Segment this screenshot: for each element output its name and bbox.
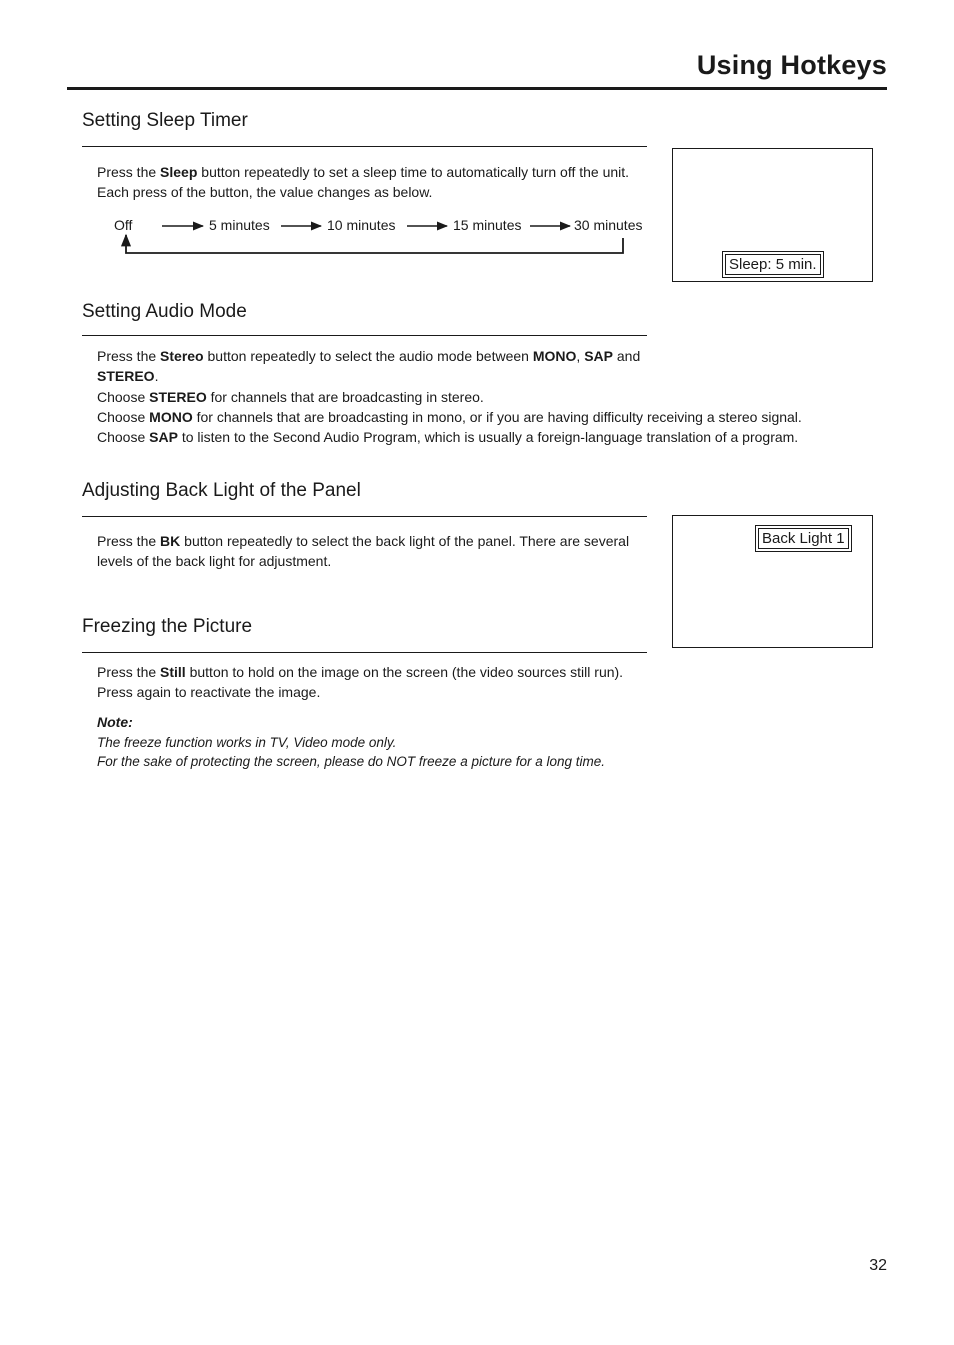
audio-line-1: Press the Stereo button repeatedly to select the audio mode between MONO, SAP and STEREO. [97,348,641,384]
note-title: Note: [97,714,133,730]
freeze-description: Press the Still button to hold on the image on the screen (the video sources still run). Press again to reactivate the image. [97,664,624,700]
sleep-osd-screen [672,148,873,282]
audio-line-4: Choose SAP to listen to the Second Audio Program, which is usually a foreign-language translation of a program. [97,429,799,445]
note-line-2: For the sake of protecting the screen, please do NOT freeze a picture for a long time. [97,754,606,769]
note-line-1: The freeze function works in TV, Video mode only. [97,735,397,750]
freeze-rule [82,652,647,653]
flow-return-arrow [126,235,623,253]
audio-heading: Setting Audio Mode [82,301,247,322]
audio-rule [82,335,647,336]
flow-step-15: 15 minutes [453,217,522,233]
sleep-heading: Setting Sleep Timer [82,110,248,131]
page-number: 32 [869,1257,887,1274]
flow-step-10: 10 minutes [327,217,396,233]
flow-step-5: 5 minutes [209,217,270,233]
backlight-description: Press the BK button repeatedly to select the back light of the panel. There are several levels of the back light for adjustment. [97,533,630,569]
backlight-osd-label: Back Light 1 [758,528,849,549]
sleep-osd-label: Sleep: 5 min. [725,254,821,275]
flow-step-off: Off [114,217,133,233]
backlight-rule [82,516,647,517]
sleep-description: Press the Sleep button repeatedly to set a sleep time to automatically turn off the unit. Each press of the button, the value changes as below. [97,164,630,200]
backlight-heading: Adjusting Back Light of the Panel [82,480,361,501]
page-title: Using Hotkeys [696,50,887,80]
backlight-osd-screen [672,515,873,648]
freeze-heading: Freezing the Picture [82,616,253,637]
flow-step-30: 30 minutes [574,217,643,233]
audio-line-2: Choose STEREO for channels that are broadcasting in stereo. [97,389,484,405]
audio-line-3: Choose MONO for channels that are broadcasting in mono, or if you are having difficulty receiving a stereo signal. [97,409,802,425]
